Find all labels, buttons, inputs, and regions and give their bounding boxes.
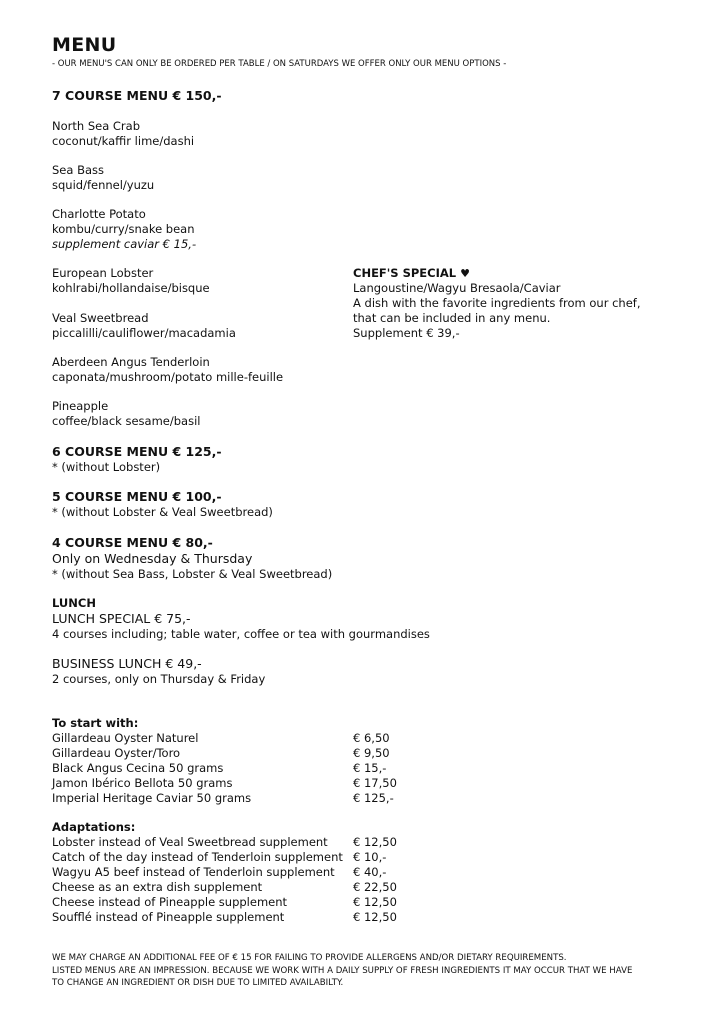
list-item: Lobster instead of Veal Sweetbread supplement: [52, 835, 328, 849]
price: € 22,50: [353, 880, 397, 894]
availability-notice: LISTED MENUS ARE AN IMPRESSION. BECAUSE WE WORK WITH A DAILY SUPPLY OF FRESH INGREDIENTS IT MAY OCCUR THAT WE HAVE: [52, 965, 633, 976]
dish-north-sea-crab: [52, 119, 194, 149]
business-lunch-desc: 2 courses, only on Thursday & Friday: [52, 672, 266, 686]
business-lunch-title: BUSINESS LUNCH € 49,-: [52, 656, 202, 671]
dish-description: squid/fennel/yuzu: [52, 178, 155, 192]
dish-charlotte-potato: [52, 207, 196, 252]
footer-notice: [52, 952, 632, 990]
dish-description: kohlrabi/hollandaise/bisque: [52, 281, 210, 295]
five-course-note: * (without Lobster & Veal Sweetbread): [52, 505, 273, 519]
starters-prices: [353, 731, 397, 806]
four-course-note: * (without Sea Bass, Lobster & Veal Sweetbread): [52, 567, 333, 581]
dish-name: Sea Bass: [52, 163, 104, 177]
chefs-special-price: Supplement € 39,-: [353, 326, 460, 340]
price: € 12,50: [353, 895, 397, 909]
dish-name: Pineapple: [52, 399, 109, 413]
heart-icon: ♥: [460, 267, 470, 280]
price: € 15,-: [353, 761, 387, 775]
list-item: Gillardeau Oyster Naturel: [52, 731, 199, 745]
seven-course-heading: 7 COURSE MENU € 150,-: [52, 88, 222, 103]
lunch-special-title: LUNCH SPECIAL € 75,-: [52, 611, 191, 626]
dish-description: coconut/kaffir lime/dashi: [52, 134, 195, 148]
price: € 40,-: [353, 865, 387, 879]
adaptations-list: [52, 835, 343, 925]
chefs-special: [353, 266, 641, 341]
dish-pineapple: [52, 399, 200, 429]
dish-description: kombu/curry/snake bean: [52, 222, 195, 236]
lunch-special-desc: 4 courses including; table water, coffee or tea with gourmandises: [52, 627, 430, 641]
starters-list: [52, 731, 251, 806]
list-item: Black Angus Cecina 50 grams: [52, 761, 224, 775]
six-course-heading: 6 COURSE MENU € 125,-: [52, 444, 222, 459]
four-course-heading: 4 COURSE MENU € 80,-: [52, 535, 213, 550]
list-item: Cheese instead of Pineapple supplement: [52, 895, 288, 909]
list-item: Imperial Heritage Caviar 50 grams: [52, 791, 252, 805]
list-item: Jamon Ibérico Bellota 50 grams: [52, 776, 233, 790]
lunch-heading: LUNCH: [52, 596, 96, 610]
dish-supplement-note: supplement caviar € 15,-: [52, 237, 197, 251]
chefs-special-heading: [353, 266, 641, 281]
dish-veal-sweetbread: [52, 311, 236, 341]
dish-european-lobster: [52, 266, 210, 296]
price: € 6,50: [353, 731, 390, 745]
adaptations-heading: Adaptations:: [52, 820, 136, 834]
starters-heading: To start with:: [52, 716, 139, 730]
dish-name: North Sea Crab: [52, 119, 141, 133]
dish-name: Aberdeen Angus Tenderloin: [52, 355, 210, 369]
price: € 9,50: [353, 746, 390, 760]
price: € 125,-: [353, 791, 394, 805]
dish-description: coffee/black sesame/basil: [52, 414, 201, 428]
chefs-special-desc: that can be included in any menu.: [353, 311, 551, 325]
dish-sea-bass: [52, 163, 154, 193]
dish-name: Veal Sweetbread: [52, 311, 149, 325]
dish-name: European Lobster: [52, 266, 154, 280]
chefs-special-title: CHEF'S SPECIAL: [353, 266, 457, 280]
five-course-heading: 5 COURSE MENU € 100,-: [52, 489, 222, 504]
adaptations-prices: [353, 835, 397, 925]
price: € 17,50: [353, 776, 397, 790]
six-course-note: * (without Lobster): [52, 460, 161, 474]
price: € 10,-: [353, 850, 387, 864]
list-item: Soufflé instead of Pineapple supplement: [52, 910, 285, 924]
page-title: MENU: [52, 34, 117, 56]
list-item: Catch of the day instead of Tenderloin supplement: [52, 850, 343, 864]
menu-order-notice: - OUR MENU'S CAN ONLY BE ORDERED PER TABLE / ON SATURDAYS WE OFFER ONLY OUR MENU OPTIONS -: [52, 59, 507, 69]
dish-aberdeen-angus: [52, 355, 283, 385]
dish-name: Charlotte Potato: [52, 207, 146, 221]
chefs-special-dish: Langoustine/Wagyu Bresaola/Caviar: [353, 281, 561, 295]
dish-description: caponata/mushroom/potato mille-feuille: [52, 370, 284, 384]
allergen-fee-notice: WE MAY CHARGE AN ADDITIONAL FEE OF € 15 FOR FAILING TO PROVIDE ALLERGENS AND/OR DIETARY REQUIREMENTS.: [52, 953, 567, 963]
availability-notice-cont: TO CHANGE AN INGREDIENT OR DISH DUE TO LIMITED AVAILABILTY.: [52, 978, 344, 988]
price: € 12,50: [353, 835, 397, 849]
chefs-special-desc: A dish with the favorite ingredients from our chef,: [353, 296, 641, 310]
list-item: Gillardeau Oyster/Toro: [52, 746, 181, 760]
four-course-days: Only on Wednesday & Thursday: [52, 551, 253, 566]
dish-description: piccalilli/cauliflower/macadamia: [52, 326, 236, 340]
list-item: Cheese as an extra dish supplement: [52, 880, 263, 894]
price: € 12,50: [353, 910, 397, 924]
list-item: Wagyu A5 beef instead of Tenderloin supplement: [52, 865, 335, 879]
